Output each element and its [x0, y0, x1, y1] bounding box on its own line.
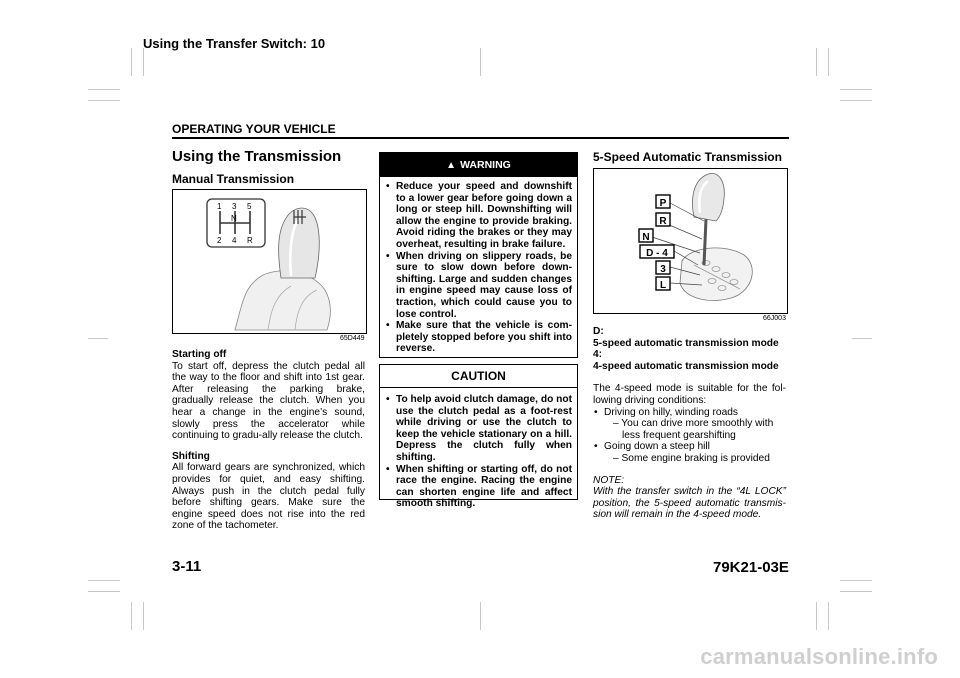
- manual-shifter-figure: [172, 189, 367, 334]
- starting-off-section: [172, 349, 365, 532]
- caution-box: [379, 364, 578, 510]
- crop-mark: [88, 338, 108, 339]
- header-rule: [172, 137, 789, 139]
- crop-mark: [828, 48, 829, 76]
- caution-item: • To help avoid clutch damage, do not use the clutch pedal as a foot-rest while driving or use the clutch to keep the vehicle stationary on a hill. Depress the clutch fully when shifting.: [385, 394, 572, 464]
- gate-label-n: N: [642, 232, 650, 243]
- gate-label-d4: D - 4: [646, 248, 668, 259]
- crop-mark: [852, 338, 872, 339]
- gate-label-l: L: [659, 280, 667, 291]
- crop-mark: [828, 602, 829, 630]
- condition-sub: – You can drive more smoothly with less frequent gearshifting: [613, 418, 774, 441]
- warning-item: • Make sure that the vehicle is com-pletely stopped before you shift into reverse.: [385, 320, 572, 355]
- warning-title-bar: [380, 153, 577, 177]
- condition-sub: – Some engine braking is provided: [613, 452, 770, 464]
- note-label: NOTE:: [593, 474, 625, 486]
- warning-list: [380, 177, 577, 355]
- page-number: 3-11: [172, 558, 202, 575]
- gear-label-3: 3: [232, 202, 237, 211]
- automatic-transmission-heading: 5-Speed Automatic Transmission: [593, 150, 782, 164]
- automatic-shifter-illustration: [594, 169, 787, 313]
- gate-label-r: R: [659, 216, 667, 227]
- warning-item: • When driving on slippery roads, be sure to slow down before down-shifting. Large and sudden changes in engine speed may cause loss of traction, which could cause you to lose control.: [385, 251, 572, 321]
- crop-mark: [480, 48, 481, 76]
- caution-item: • When shifting or starting off, do not race the engine. Racing the engine can shorten engine life and affect smooth shifting.: [385, 464, 572, 510]
- crop-mark: [143, 48, 144, 76]
- figure-code: 65D449: [340, 335, 365, 342]
- warning-title: WARNING: [460, 159, 511, 171]
- gear-label-4: 4: [232, 236, 237, 245]
- shifting-heading: Shifting: [172, 450, 210, 462]
- crop-mark: [143, 602, 144, 630]
- crop-mark: [88, 591, 120, 592]
- four-speed-intro: The 4-speed mode is suitable for the fol-lowing driving conditions:: [593, 383, 786, 406]
- crop-mark: [131, 602, 132, 630]
- crop-mark: [88, 580, 120, 581]
- crop-mark: [480, 602, 481, 630]
- crop-mark: [840, 580, 872, 581]
- mode-label: D:: [593, 326, 604, 337]
- mode-description: 5-speed automatic transmission mode: [593, 337, 779, 349]
- shifting-text: All forward gears are synchronized, which provides for quiet, and easy shifting. Always push in the clutch pedal fully before shifting gears. Make sure the engine speed does not rise into the red zone of the tachometer.: [172, 462, 365, 532]
- gear-label-1: 1: [217, 202, 222, 211]
- manual-transmission-heading: Manual Transmission: [172, 172, 295, 186]
- crop-mark: [88, 89, 120, 90]
- automatic-shifter-figure: [593, 168, 788, 314]
- gear-label-r: R: [247, 236, 253, 245]
- crop-mark: [840, 100, 872, 101]
- caution-list: [380, 388, 577, 510]
- gear-label-n: N: [231, 214, 237, 223]
- caution-title: CAUTION: [380, 365, 577, 388]
- document-code: 79K21-03E: [713, 559, 789, 576]
- running-head: Using the Transfer Switch: 10: [143, 36, 326, 51]
- crop-mark: [840, 591, 872, 592]
- warning-item: • Reduce your speed and downshift to a lower gear before going down a long or steep hill. Downshifting will allow the engine to provide braking. Avoid riding the brakes or they may overheat, resulting in brake failure.: [385, 181, 572, 251]
- page-title: Using the Transmission: [172, 148, 342, 165]
- condition-item: • Driving on hilly, winding roads – You can drive more smoothly with less frequent gearshifting: [593, 407, 786, 442]
- condition-item: • Going down a steep hill – Some engine braking is provided: [593, 441, 786, 464]
- transmission-modes: [593, 326, 786, 521]
- gate-label-3: 3: [660, 264, 666, 275]
- figure-code: 66J003: [763, 315, 786, 322]
- watermark: carmanualsonline.info: [700, 644, 938, 669]
- warning-triangle-icon: ▲: [446, 160, 457, 171]
- starting-off-heading: Starting off: [172, 349, 227, 360]
- gear-label-2: 2: [217, 236, 222, 245]
- note-text: With the transfer switch in the “4L LOCK” position, the 5-speed automatic transmis-sion will remain in the 4-speed mode.: [593, 486, 786, 521]
- warning-box: [379, 152, 578, 358]
- crop-mark: [88, 100, 120, 101]
- mode-description: 4-speed automatic transmission mode: [593, 360, 779, 372]
- crop-mark: [840, 89, 872, 90]
- gear-label-5: 5: [247, 202, 252, 211]
- starting-off-text: To start off, depress the clutch pedal all the way to the floor and shift into 1st gear. After releasing the parking brake, gradually release the clutch. When you hear a change in the engine’s sound, slowly press the accelerator while continuing to gradu-ally release the clutch.: [172, 360, 365, 442]
- mode-label: 4:: [593, 349, 603, 361]
- crop-mark: [816, 48, 817, 76]
- section-header: OPERATING YOUR VEHICLE: [172, 122, 336, 136]
- gate-label-p: P: [659, 198, 667, 209]
- manual-shifter-illustration: [173, 190, 366, 333]
- crop-mark: [816, 602, 817, 630]
- conditions-list: [593, 407, 786, 465]
- crop-mark: [131, 48, 132, 76]
